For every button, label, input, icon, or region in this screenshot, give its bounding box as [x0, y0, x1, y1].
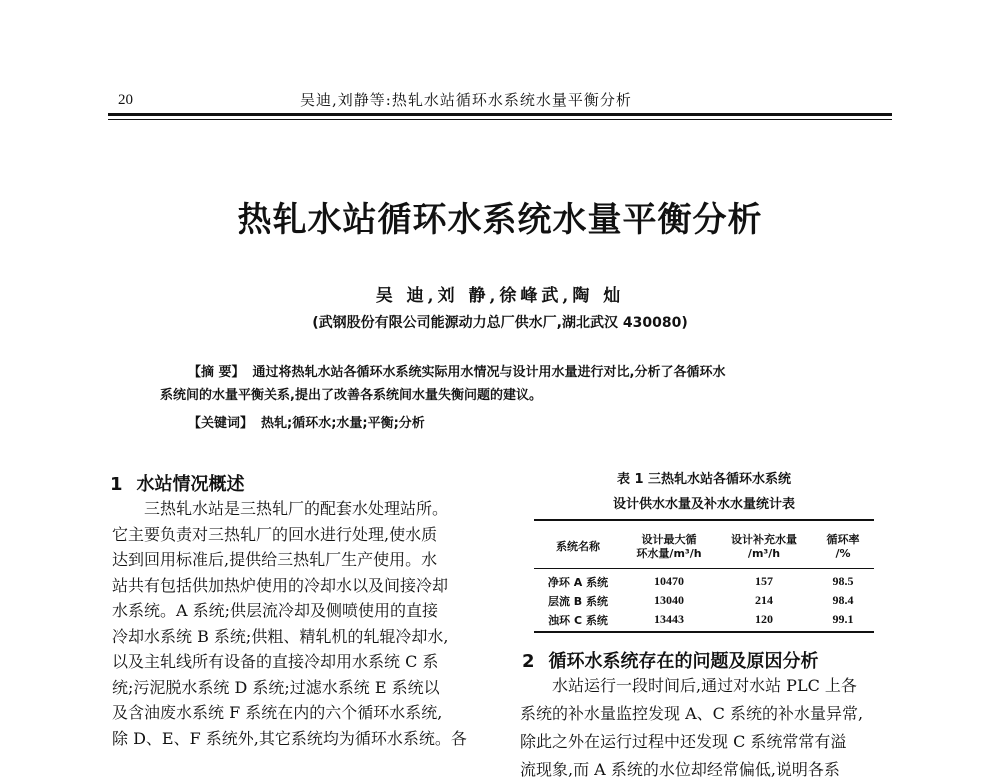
table-cell: 13443	[654, 612, 684, 626]
body-line: 及含油废水系统 F 系统在内的六个循环水系统,	[112, 703, 443, 722]
table-cell: 99.1	[832, 612, 854, 626]
body-line: 站共有包括供加热炉使用的冷却水以及间接冷却	[112, 575, 449, 595]
section-2-heading	[522, 647, 819, 673]
section-1-number: 1	[110, 474, 123, 495]
table-cell: 13040	[654, 593, 684, 607]
table-header-cell: 设计补充水量 /m³/h	[731, 533, 797, 560]
table-top-rule	[534, 519, 874, 521]
header-rule-thin	[108, 119, 892, 120]
table-1-caption-line-1: 表 1 三热轧水站各循环水系统	[616, 472, 792, 487]
keywords-text: 热轧;循环水;水量;平衡;分析	[261, 416, 425, 431]
article-authors: 吴 迪,刘 静,徐峰武,陶 灿	[375, 286, 625, 306]
body-line: 系统的补水量监控发现 A、C 系统的补水量异常,	[520, 704, 864, 723]
running-title: 吴迪,刘静等:热轧水站循环水系统水量平衡分析	[300, 91, 632, 109]
body-line: 流现象,而 A 系统的水位却经常偏低,说明各系	[520, 760, 840, 779]
table-cell: 层流 B 系统	[547, 594, 609, 608]
body-line: 冷却水系统 B 系统;供粗、精轧机的轧辊冷却水,	[112, 626, 449, 646]
table-1-caption-line-2: 设计供水水量及补水水量统计表	[612, 497, 795, 512]
table-cell: 120	[755, 612, 773, 626]
table-cell: 浊环 C 系统	[548, 613, 608, 627]
section-1-body	[112, 496, 497, 751]
body-line: 三热轧水站是三热轧厂的配套水处理站所。	[112, 499, 449, 518]
body-line: 统;污泥脱水系统 D 系统;过滤水系统 E 系统以	[112, 677, 440, 697]
body-line: 以及主轧线所有设备的直接冷却用水系统 C 系	[112, 652, 439, 671]
body-line: 除 D、E、F 系统外,其它系统均为循环水系统。各	[112, 728, 467, 748]
table-header-cell: 设计最大循 环水量/m³/h	[636, 533, 702, 560]
table-cell: 157	[755, 574, 773, 588]
header-rule-thick	[108, 113, 892, 116]
table-cell: 214	[755, 593, 773, 607]
table-cell: 98.4	[832, 593, 854, 607]
abstract-text-1: 通过将热轧水站各循环水系统实际用水情况与设计用水量进行对比,分析了各循环水	[252, 365, 726, 380]
table-cell: 净环 A 系统	[547, 575, 609, 589]
table-header-cell: 系统名称	[556, 540, 600, 553]
table-cell: 98.5	[832, 574, 854, 588]
abstract-label: 【摘 要】	[188, 365, 245, 380]
section-2-title: 循环水系统存在的问题及原因分析	[548, 651, 819, 672]
section-1-title: 水站情况概述	[136, 474, 245, 495]
abstract-line-2: 系统间的水量平衡关系,提出了改善各系统间水量失衡问题的建议。	[160, 388, 542, 403]
body-line: 它主要负责对三热轧厂的回水进行处理,使水质	[112, 524, 438, 544]
body-line: 达到回用标准后,提供给三热轧厂生产使用。水	[112, 550, 438, 569]
article-title: 热轧水站循环水系统水量平衡分析	[237, 200, 763, 240]
table-1	[534, 526, 874, 629]
page-number: 20	[118, 92, 133, 108]
table-row	[534, 610, 874, 629]
section-2-number: 2	[522, 651, 535, 672]
table-row	[534, 591, 874, 610]
section-2-body	[520, 672, 900, 784]
table-header-row	[534, 526, 874, 568]
table-cell: 10470	[654, 574, 684, 588]
article-affiliation: (武钢股份有限公司能源动力总厂供水厂,湖北武汉 430080)	[312, 315, 688, 331]
keywords-label: 【关键词】	[188, 416, 254, 431]
table-header-cell: 循环率 /%	[826, 533, 860, 560]
keywords-line	[188, 412, 425, 431]
body-line: 水站运行一段时间后,通过对水站 PLC 上各	[520, 676, 857, 695]
section-1-heading	[110, 470, 245, 496]
table-bottom-rule	[534, 631, 874, 633]
table-row	[534, 572, 874, 591]
body-line: 除此之外在运行过程中还发现 C 系统常常有溢	[520, 732, 847, 751]
abstract-line-1	[188, 361, 725, 380]
body-line: 水系统。A 系统;供层流冷却及侧喷使用的直接	[112, 601, 439, 620]
